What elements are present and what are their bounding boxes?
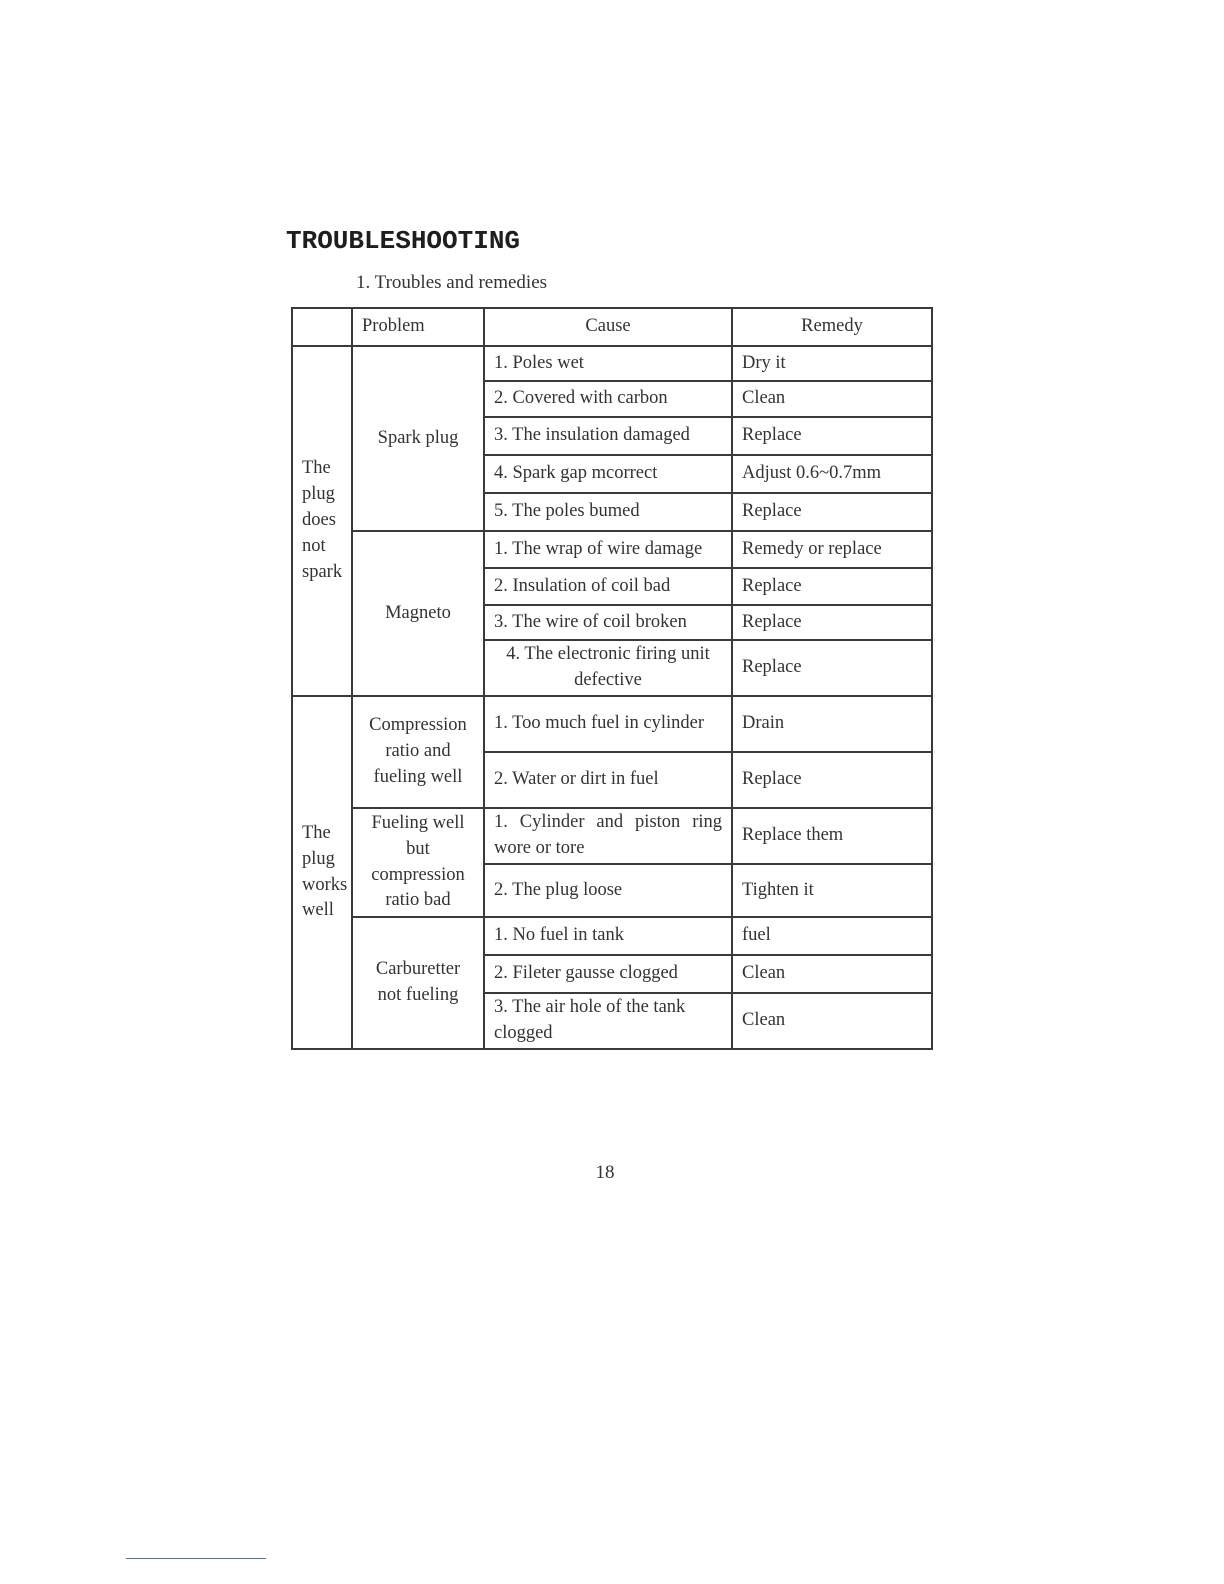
remedy-cell: Replace [732,417,932,455]
cause-cell: 5. The poles bumed [484,493,732,531]
cause-cell: 2. Water or dirt in fuel [484,752,732,808]
table-header-row [292,308,932,346]
remedy-cell: Clean [732,993,932,1049]
remedy-cell: Replace [732,493,932,531]
cause-cell: 1. No fuel in tank [484,917,732,955]
page-number: 18 [595,1162,615,1183]
remedy-cell: Replace [732,752,932,808]
problem-cell-spark-plug: Spark plug [352,346,484,531]
remedy-cell: Remedy or replace [732,531,932,568]
remedy-cell: Clean [732,381,932,417]
cause-cell: 1. The wrap of wire damage [484,531,732,568]
cause-cell: 2. The plug loose [484,864,732,917]
remedy-cell: fuel [732,917,932,955]
troubleshooting-table [291,307,933,1050]
problem-cell-compression-fueling: Compression ratio and fueling well [352,696,484,808]
cause-cell: 1. Cylinder and piston ring wore or tore [484,808,732,864]
table-row [292,917,932,955]
table-row [292,531,932,568]
footnote-divider [126,1558,266,1559]
remedy-cell: Adjust 0.6~0.7mm [732,455,932,493]
cause-cell: 4. Spark gap mcorrect [484,455,732,493]
group-cell-works-well: The plug works well [292,696,352,1049]
cause-cell: 3. The wire of coil broken [484,605,732,640]
remedy-cell: Replace [732,640,932,696]
remedy-cell: Dry it [732,346,932,381]
page-title: TROUBLESHOOTING [286,226,521,256]
group-cell-no-spark: The plug does not spark [292,346,352,696]
cause-cell: 1. Poles wet [484,346,732,381]
cause-cell: 2. Fileter gausse clogged [484,955,732,993]
cause-cell: 2. Covered with carbon [484,381,732,417]
header-group [292,308,352,346]
cause-cell: 3. The insulation damaged [484,417,732,455]
cause-cell: 3. The air hole of the tank clogged [484,993,732,1049]
cause-cell: 1. Too much fuel in cylinder [484,696,732,752]
section-subtitle: 1. Troubles and remedies [356,272,548,293]
table-row [292,346,932,381]
header-cause: Cause [484,308,732,346]
remedy-cell: Replace them [732,808,932,864]
cause-cell: 2. Insulation of coil bad [484,568,732,605]
problem-cell-magneto: Magneto [352,531,484,696]
remedy-cell: Clean [732,955,932,993]
header-problem: Problem [352,308,484,346]
remedy-cell: Drain [732,696,932,752]
remedy-cell: Replace [732,605,932,640]
table-row [292,696,932,752]
cause-cell: 4. The electronic firing unit defective [484,640,732,696]
problem-cell-carburetter: Carburetter not fueling [352,917,484,1049]
remedy-cell: Tighten it [732,864,932,917]
remedy-cell: Replace [732,568,932,605]
table-row [292,808,932,864]
problem-cell-fueling-compression-bad: Fueling well but compression ratio bad [352,808,484,917]
header-remedy: Remedy [732,308,932,346]
